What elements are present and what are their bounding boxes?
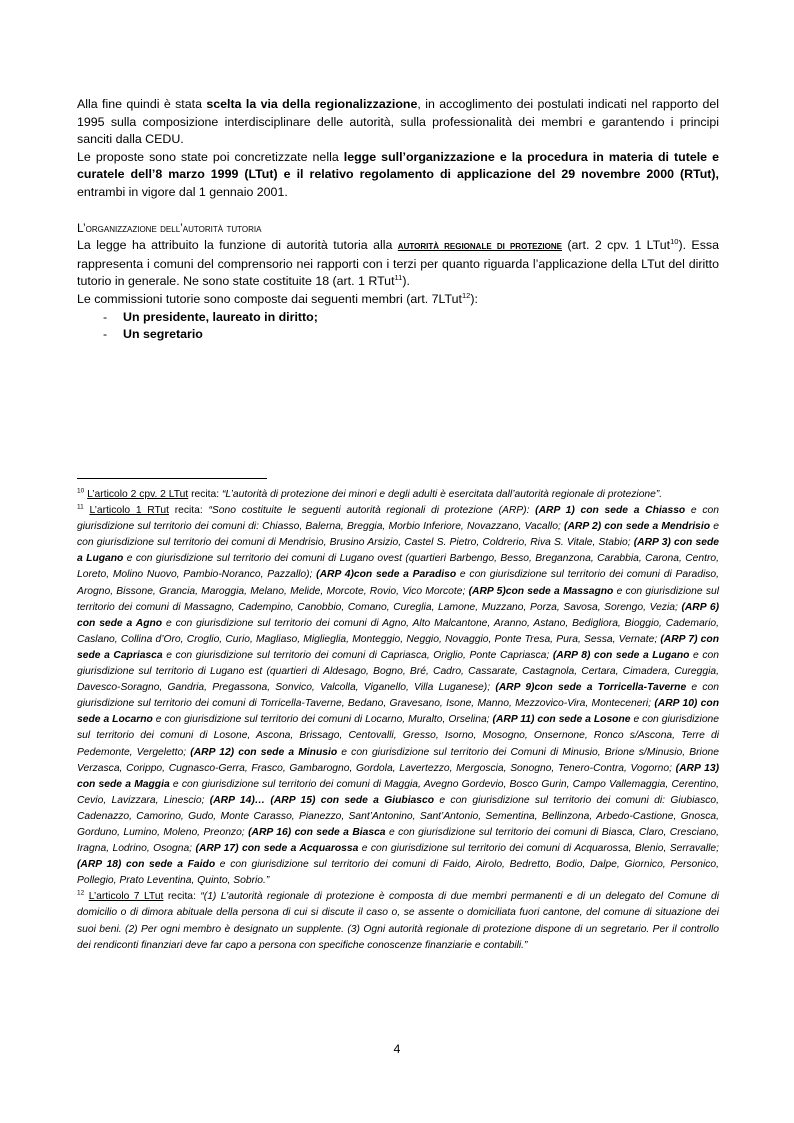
paragraph-legge: Le proposte sono state poi concretizzate nella legge sull’organizzazione e la procedura in materia di tutele e curatele dell’8 marzo 1999 (LTut) e il relativo regolamento di applicazione del 29 novembre 2000 (RTut), entrambi in vigore dal 1 gennaio 2001.: [77, 149, 719, 199]
paragraph-autorita: La legge ha attribuito la funzione di autorità tutoria alla autorità regionale di protezione (art. 2 cpv. 1 LTut$^{10}$). Essa rappresenta i comuni del comprensorio nei rapporti con i terzi per quanto riguarda l’applicazione della LTut del diritto tutorio in generale. Ne sono state costituite 18 (art. 1 RTut$^{11}$).: [77, 237, 719, 289]
bold-phrase: scelta la via della regionalizzazione: [206, 97, 418, 111]
bold-phrase: legge sull’organizzazione e la procedura in materia di tutele e curatele dell’8 marzo 1999 (LTut) e il relativo regolamento di applicazione del 29 novembre 2000 (RTut),: [77, 149, 719, 182]
footnote-ref-11[interactable]: 11: [394, 273, 403, 283]
main-text: [77, 96, 719, 344]
footnotes: [77, 487, 719, 954]
dash-bullet: -: [103, 327, 108, 342]
spacer: [77, 202, 719, 220]
footnote-ref-12[interactable]: 12: [461, 290, 471, 300]
footnote-12: $^{12}$ L’articolo 7 LTut recita: “(1) L’autorità regionale di protezione è composta di due membri permanenti e di un delegato del Comune di domicilio o di dimora abituale della persona di cui si discute il caso o, se assente o domiciliata fuori cantone, del comune di situazione dei suoi beni. (2) Per ogni membro è designato un supplente. (3) Ogni autorità regionale di protezione dispone di un segretario. Per il controllo dei rendiconti finanziari deve far capo a persona con specifiche conoscenze finanziarie e contabili.”: [77, 889, 719, 951]
list-item: - Un segretario: [77, 326, 719, 344]
members-list: [77, 309, 719, 344]
footnote-11: $^{11}$ L’articolo 1 RTut recita: “Sono costituite le seguenti autorità regionali di protezione (ARP): (ARP 1) con sede a Chiasso e con giurisdizione sul territorio dei comuni di: Chiasso, Balerna, Breggia, Morbio Inferiore, Novazzano, Vacallo; (ARP 2) con sede a Mendrisio e con giurisdizione sul territorio dei comuni di Mendrisio, Brusino Arsizio, Castel S. Pietro, Coldrerio, Riva S. Vitale, Stabio; (ARP 3) con sede a Lugano e con giurisdizione sul territorio dei comuni di Lugano ovest (quartieri Barbengo, Besso, Breganzona, Carabbia, Carona, Centro, Loreto, Molino Nuovo, Pambio-Noranco, Pazzallo); (ARP 4)con sede a Paradiso e con giurisdizione sul territorio dei comuni di Paradiso, Arogno, Bissone, Grancia, Maroggia, Melano, Melide, Morcote, Rovio, Vico Morcote; (ARP 5)con sede a Massagno e con giurisdizione sul territorio dei comuni di Massagno, Cadempino, Canobbio, Comano, Cureglia, Lamone, Muzzano, Porza, Savosa, Sorengo, Vezia; (ARP 6) con sede a Agno e con giurisdizione sul territorio dei comuni di Agno, Alto Malcantone, Aranno, Astano, Bedigliora, Bioggio, Cademario, Caslano, Collina d’Oro, Croglio, Curio, Magliaso, Miglieglia, Monteggio, Neggio, Novaggio, Ponte Tresa, Pura, Sessa, Vernate; (ARP 7) con sede a Capriasca e con giurisdizione sul territorio dei comuni di Capriasca, Origlio, Ponte Capriasca; (ARP 8) con sede a Lugano e con giurisdizione sul territorio di Lugano est (quartieri di Aldesago, Bogno, Bré, Cadro, Cassarate, Castagnola, Certara, Cimadera, Cureggia, Davesco-Soragno, Gandria, Pregassona, Sonvico, Valcolla, Viganello, Villa Luganese); (ARP 9)con sede a Torricella-Taverne e con giurisdizione sul territorio dei comuni di Torricella-Taverne, Bedano, Gravesano, Isone, Manno, Mezzovico-Vira, Monteceneri; (ARP 10) con sede a Locarno e con giurisdizione sul territorio dei comuni di Locarno, Muralto, Orselina; (ARP 11) con sede a Losone e con giurisdizione sul territorio dei comuni di Losone, Ascona, Brissago, Centovalli, Gresso, Isorno, Mosogno, Onsernone, Ronco s/Ascona, Terre di Pedemonte, Vergeletto; (ARP 12) con sede a Minusio e con giurisdizione sul territorio dei Comuni di Minusio, Brione s/Minusio, Brione Verzasca, Corippo, Cugnasco-Gerra, Frasco, Gambarogno, Gordola, Lavertezzo, Mergoscia, Sonogno, Tenero-Contra, Vogorno; (ARP 13) con sede a Maggia e con giurisdizione sul territorio dei comuni di Maggia, Avegno Gordevio, Bosco Gurin, Campo Vallemaggia, Cerentino, Cevio, Lavizzara, Linescio; (ARP 14)… (ARP 15) con sede a Giubiasco e con giurisdizione sul territorio dei comuni di: Giubiasco, Cadenazzo, Camorino, Gudo, Monte Carasso, Pianezzo, Sant’Antonino, Sant’Antonio, Sementina, Bellinzona, Arbedo-Castione, Gnosca, Gorduno, Lumino, Moleno, Preonzo; (ARP 16) con sede a Biasca e con giurisdizione sul territorio dei comuni di Biasca, Claro, Cresciano, Iragna, Lodrino, Osogna; (ARP 17) con sede a Acquarossa e con giurisdizione sul territorio dei comuni di Acquarossa, Blenio, Serravalle; (ARP 18) con sede a Faido e con giurisdizione sul territorio dei comuni di Faido, Airolo, Bedretto, Bodio, Dalpe, Giornico, Personico, Pollegio, Prato Leventina, Quinto, Sobrio.”: [77, 503, 720, 887]
paragraph-commissioni: Le commissioni tutorie sono composte dai seguenti membri (art. 7LTut$^{12}$):: [77, 290, 478, 306]
footnote-ref-10[interactable]: 10: [670, 237, 679, 247]
paragraph-regionalizzazione: Alla fine quindi è stata scelta la via della regionalizzazione, in accoglimento dei postulati indicati nel rapporto del 1995 sulla composizione interdisciplinare delle autorità, sulla professionalità dei membri e garantendo i principi sanciti dalla CEDU.: [77, 97, 719, 147]
dash-bullet: -: [103, 309, 108, 324]
section-heading: L’organizzazione dell’autorità tutoria: [77, 220, 262, 235]
footnote-source: L’articolo 7 LTut: [88, 891, 164, 903]
footnote-separator: [77, 478, 267, 479]
footnote-source: L’articolo 1 RTut: [89, 505, 169, 517]
footnote-source: L’articolo 2 cpv. 2 LTut: [87, 489, 189, 500]
list-item: - Un presidente, laureato in diritto;: [77, 309, 719, 327]
page-number: 4: [393, 1042, 401, 1056]
footnote-10: $^{10}$ L’articolo 2 cpv. 2 LTut recita: “L’autorità di protezione dei minori e degli adulti è esercitata dall’autorità regionale di protezione”.: [77, 487, 663, 500]
underlined-term: autorità regionale di protezione: [397, 240, 562, 253]
